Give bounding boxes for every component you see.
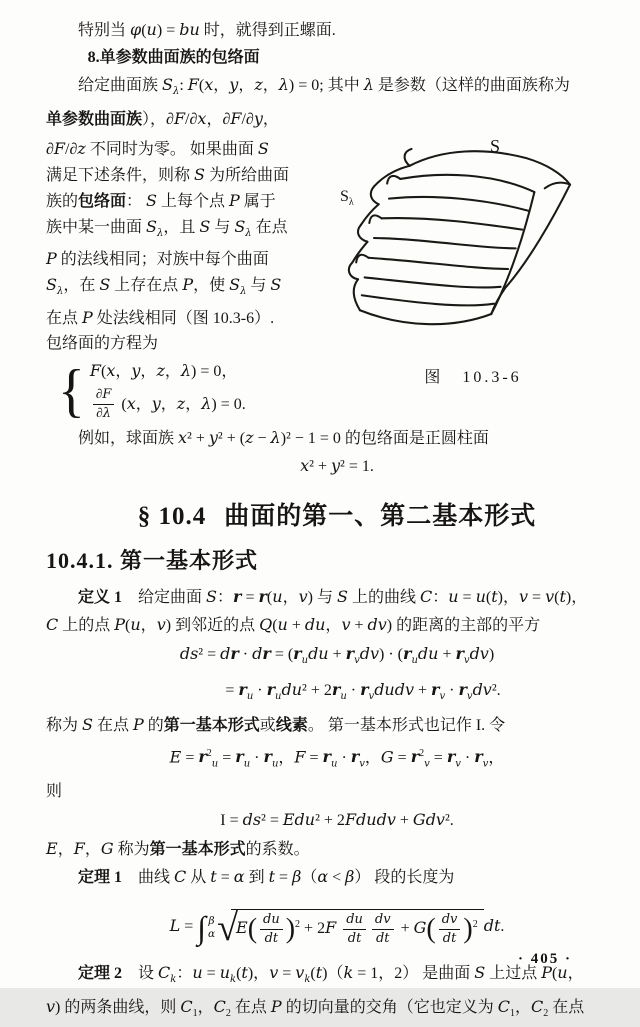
figure-10-3-6 [338, 136, 628, 423]
paragraph-surface-family-2: 单参数曲面族），∂F/∂x，∂F/∂y， [46, 109, 279, 129]
theorem-1-statement: 定理 1 曲线 C 从 t = α 到 t = β（α < β） 段的长度为 [78, 867, 455, 887]
equation-ds-squared-1: ds² = dr · dr = $(r_udu + r_vdv) \cdot (r_udu + r_vdv)$ [179, 643, 495, 666]
equation-rows [90, 358, 246, 424]
example-cylinder-equation: x² + y² = 1. [300, 455, 374, 475]
section-heading-10-4 [46, 496, 628, 532]
example-sphere-family: 例如，球面族 x² + y² + (z − λ)² − 1 = 0 的包络面是正圆柱面 [78, 427, 489, 447]
heading-envelope-item-8: 8.单参数曲面族的包络面 [87, 49, 260, 66]
envelope-equation-system [58, 358, 338, 424]
envelope-line: 包络面的方程为 [46, 334, 159, 352]
envelope-surface-sketch [344, 144, 616, 348]
definition-1-line-2: C 上的点 P(u，v) 到邻近的点 Q(u + du，v + dv) 的距离的主部的平方 [46, 614, 541, 634]
equation-efg-definition: $E = r^2_u = r_u \cdot r_u$，$F = r_u \cdot r_v$，$G = r^2_v = r_v \cdot r_v$， [169, 747, 505, 770]
paragraph-surface-family-1: 给定曲面族 $S_\lambda$: F(x，y，z，λ) = 0; 其中 λ 是参数（这样的曲面族称为 [78, 75, 570, 98]
equation-f-zero: F(x，y，z，λ) = 0， [89, 360, 238, 380]
envelope-line: P 的法线相同；对族中每个曲面 [46, 249, 269, 269]
first-fundamental-form-text: 称为 S 在点 P 的第一基本形式或线素。 第一基本形式也记作 I. 令 [46, 714, 506, 734]
coefficients-text: E，F，G 称为第一基本形式的系数。 [46, 839, 310, 859]
envelope-line: 在点 P 处法线相同（图 10.3-6）. [46, 307, 275, 327]
envelope-text-column [46, 136, 338, 423]
then-word: 则 [46, 783, 63, 801]
page-number: · 405 · [517, 951, 572, 967]
figure-label-surface-s: S [490, 136, 501, 157]
text-and-figure-row [46, 136, 628, 423]
envelope-line: 族的包络面： S 上每个点 P 属于 [46, 191, 276, 211]
definition-1-line-1: 定义 1 给定曲面 S：r = r(u，v) 与 S 上的曲线 C：u = u(t)，v = v(t)， [78, 586, 588, 606]
envelope-line: 满足下述条件，则称 S 为所给曲面 [46, 165, 289, 185]
envelope-line: $S_\lambda$，在 S 上存在点 P，使 $S_\lambda$ 与 S [46, 275, 282, 298]
section-title: 曲面的第一、第二基本形式 [224, 502, 537, 530]
envelope-line: 族中某一曲面 $S_\lambda$，且 S 与 $S_\lambda$ 在点 [46, 217, 288, 240]
equation-arc-length: L = ∫ β α √E( $\frac{du}{dt}$ )$^2$ + 2F $\frac{du}{dt}$ $\frac{dv}{dt}$ + G( $\frac{dv}{dt}$ )$^2$ dt. [169, 906, 505, 949]
equation-df-dlambda-zero: $\frac{\partial F}{\partial\lambda}$ (x，y，z，λ) = 0. [90, 385, 246, 424]
equation-first-form-I: I = ds² = Edu² + 2Fdudv + Gdv². [220, 810, 454, 830]
figure-label-family-s-lambda: $S_\lambda$ [340, 188, 354, 209]
theorem-2-line-1: 定理 2 设 $C_k$：$u = u_k(t)$，$v = v_k(t)(k = 1$，2） 是曲面 S 上过点 P(u， [78, 962, 584, 985]
envelope-line: ∂F/∂z 不同时为零。 如果曲面 S [46, 139, 269, 159]
paragraph-helicoid-note: 特别当 φ(u) = bu 时，就得到正螺面. [78, 20, 336, 39]
theorem-2-line-2: v) 的两条曲线，则 $C_1$，$C_2$ 在点 P 的切向量的交角（它也定义为 $C_1$，$C_2$ 在点 [46, 996, 585, 1020]
equation-ds-squared-2: = $r_u \cdot r_udu^2 + 2r_u$ · $r_vdudv + r_v \cdot r_vdv^2$. [225, 679, 501, 702]
section-number: § 10.4 [137, 502, 207, 530]
left-brace-glyph: { [58, 358, 85, 424]
subsection-heading-10-4-1: 10.4.1. 第一基本形式 [46, 547, 259, 573]
figure-caption: 图 10.3-6 [424, 369, 522, 387]
